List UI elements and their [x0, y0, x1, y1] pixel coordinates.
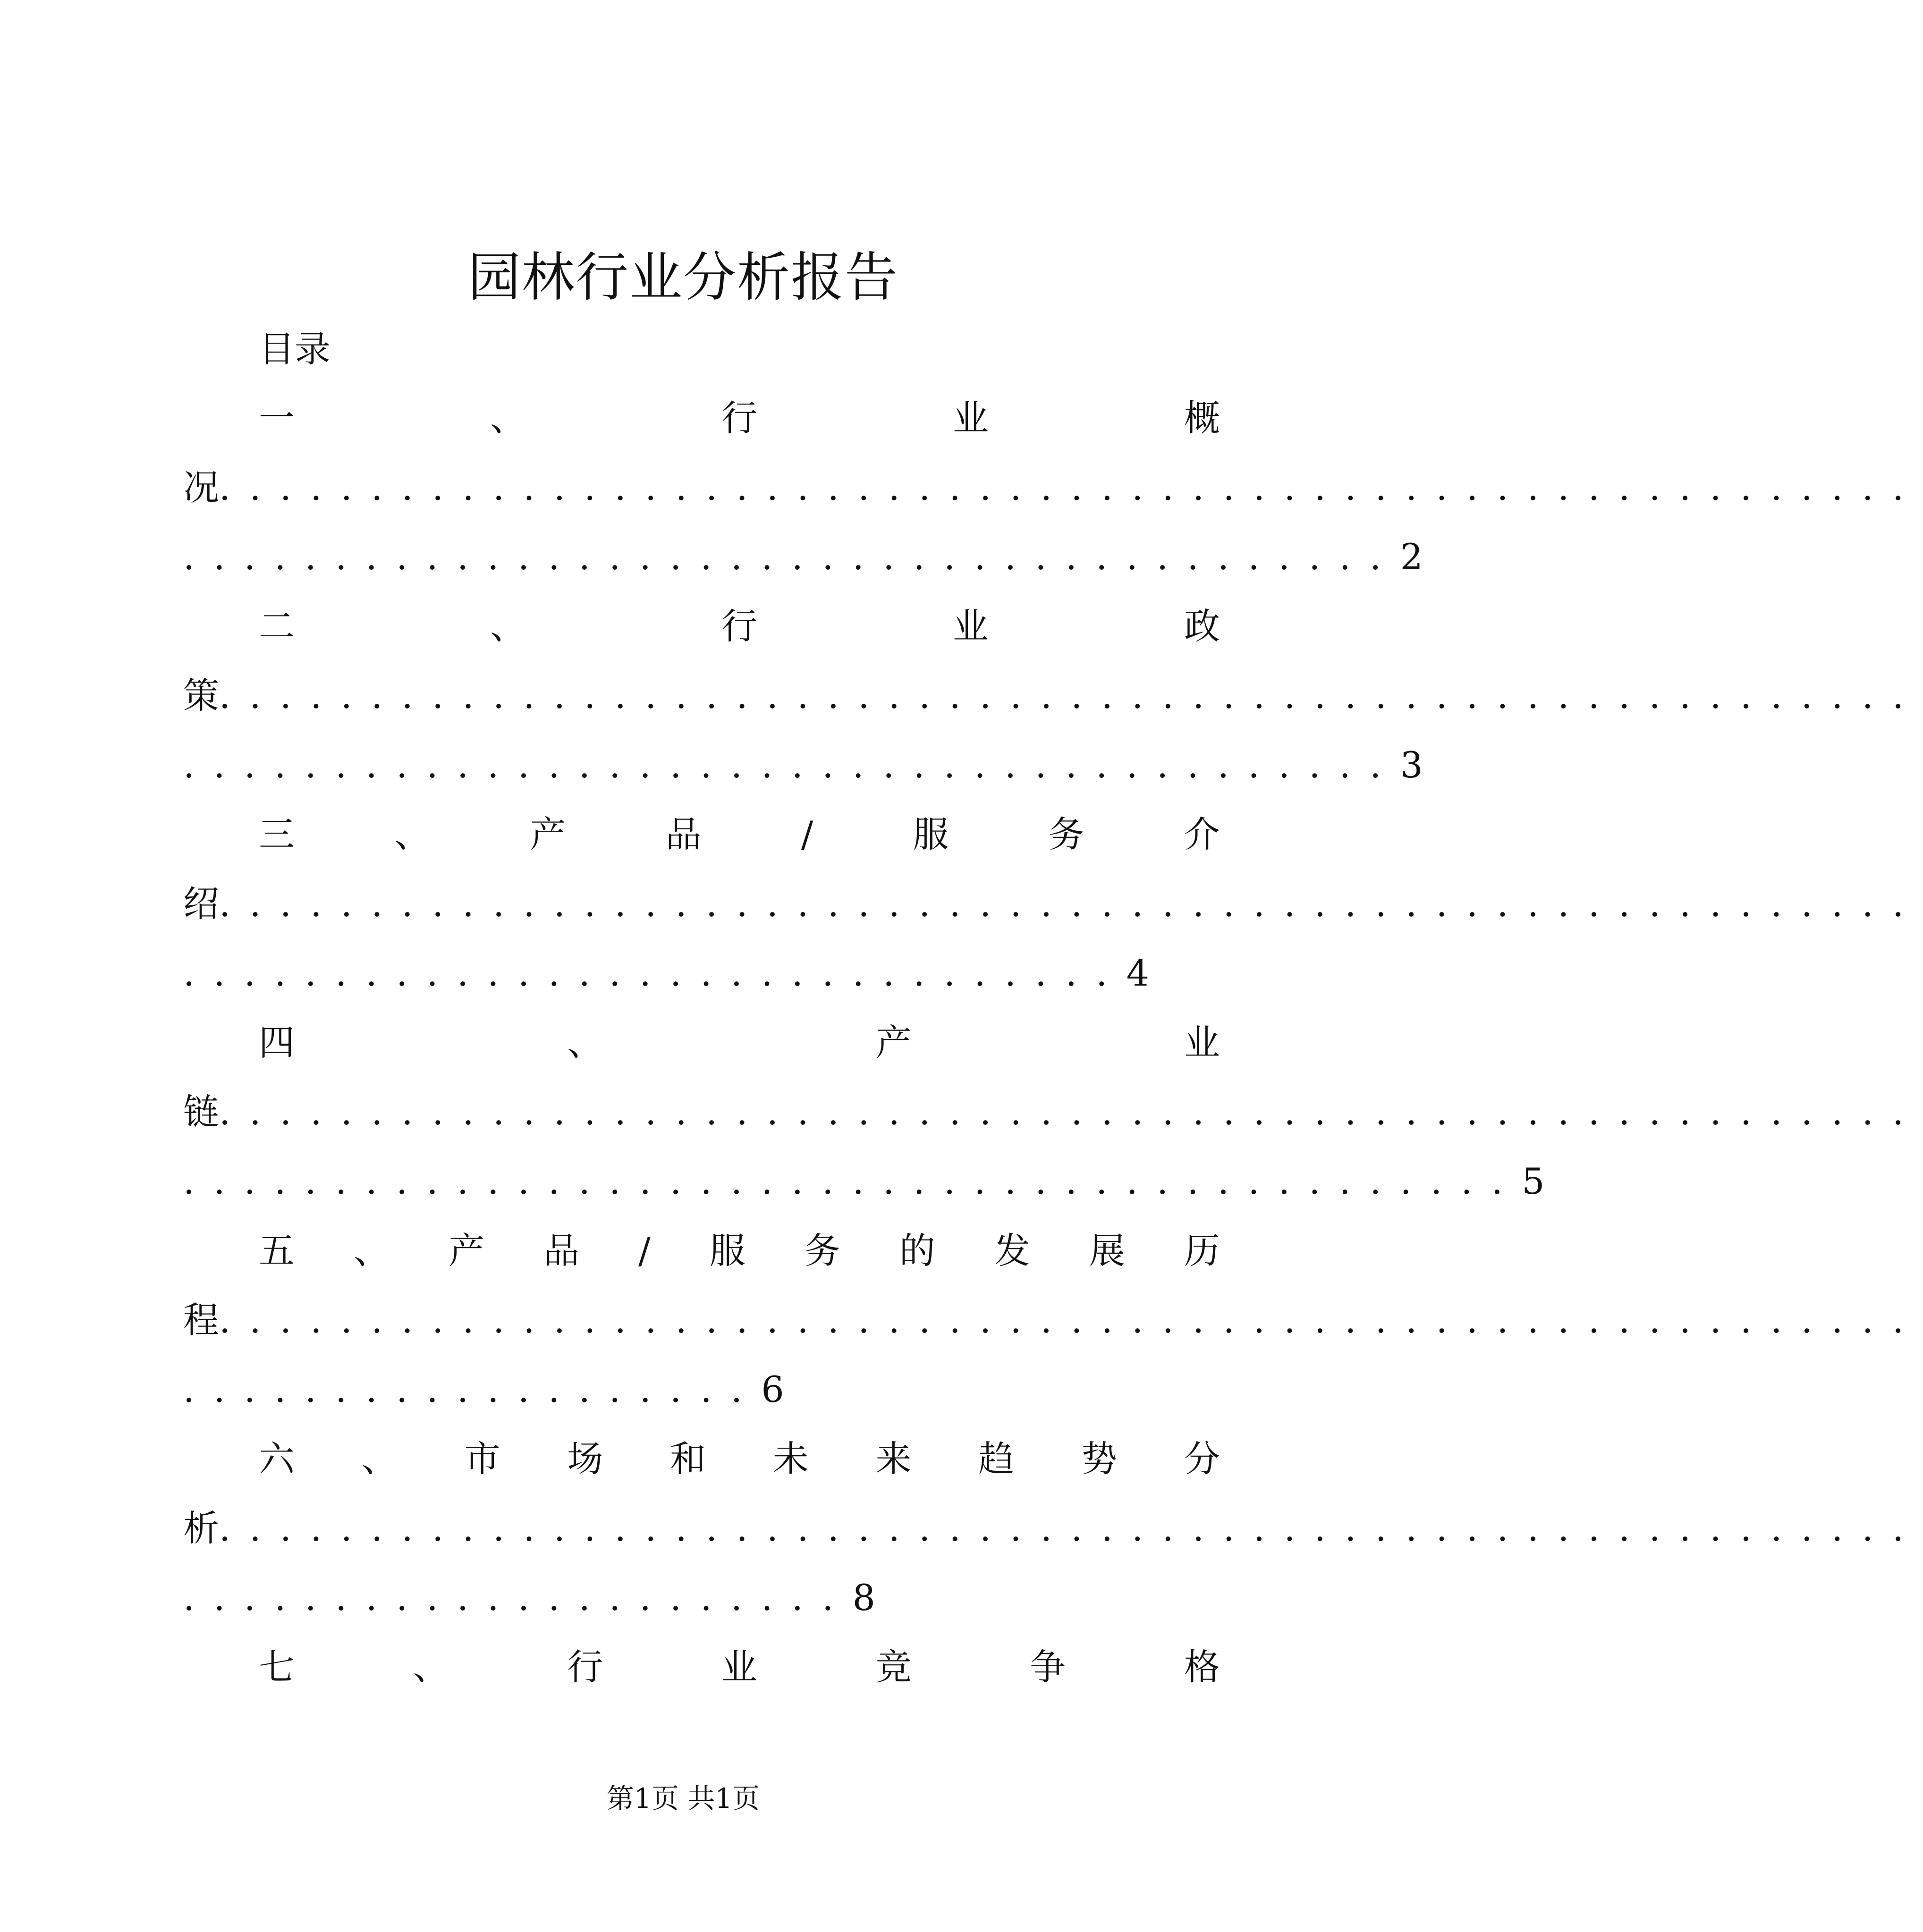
dot-leader: ........................................................: [219, 883, 1923, 925]
toc-entry: [183, 1227, 1923, 1435]
toc-page-number: 4: [1126, 952, 1149, 994]
toc-entry-char: /: [638, 1230, 651, 1272]
toc-entry-char: 七: [259, 1646, 295, 1688]
toc-entry-last-char: 绍: [183, 883, 219, 925]
toc-entry-char: 业: [721, 1646, 757, 1688]
toc-entry-char: 展: [1089, 1230, 1125, 1272]
toc-entry-title: [183, 1227, 1220, 1297]
toc-entry: [183, 603, 1923, 811]
toc-entry-char: 介: [1184, 813, 1220, 855]
toc-entry-char: 行: [721, 397, 757, 439]
toc-entry-char: 、: [413, 1646, 449, 1688]
document-title: 园林行业分析报告: [468, 247, 898, 308]
toc-entry-char: 业: [953, 397, 989, 439]
toc-entry: [183, 395, 1923, 603]
toc-page-line: [183, 1366, 1220, 1435]
toc-entry-char: 发: [994, 1230, 1030, 1272]
toc-entry-char: /: [801, 813, 813, 855]
toc-entry-title: [183, 1435, 1220, 1505]
toc-heading: 目录: [259, 328, 330, 370]
dot-leader: ........................................................: [219, 1507, 1923, 1549]
toc-entry-char: 行: [721, 605, 757, 647]
toc-leader-line: [183, 464, 1923, 533]
toc-leader-line: [183, 1505, 1923, 1574]
toc-page-number: 3: [1400, 744, 1423, 786]
toc-entry-char: 分: [1184, 1438, 1220, 1480]
toc-leader-line: [183, 1088, 1923, 1158]
toc-entry-char: 服: [709, 1230, 745, 1272]
toc-entry-last-char: 程: [183, 1299, 219, 1341]
toc-entry-char: 品: [665, 813, 702, 855]
dot-leader: ...................: [183, 1368, 762, 1410]
toc-entry-char: 产: [530, 813, 566, 855]
toc-entry-char: 市: [464, 1438, 500, 1480]
toc-entry: [183, 811, 1923, 1019]
toc-entry: [183, 1019, 1923, 1227]
toc-entry-char: 六: [259, 1438, 295, 1480]
toc-page-line: [183, 1574, 1220, 1644]
toc-entry-char: 、: [394, 813, 431, 855]
toc-page-number: 8: [852, 1577, 875, 1619]
toc-page-line: [183, 533, 1423, 603]
toc-entry-title: [183, 603, 1220, 672]
toc-entry-char: 未: [772, 1438, 809, 1480]
toc-entry-title: [183, 1644, 1220, 1713]
toc-page-line: [183, 950, 1220, 1019]
dot-leader: ...............................: [183, 952, 1127, 994]
toc-entry-char: 、: [354, 1230, 390, 1272]
toc-entry-title: [183, 811, 1220, 880]
toc-entry-char: 产: [875, 1021, 912, 1063]
toc-entry-char: 政: [1184, 605, 1220, 647]
toc-entry-char: 产: [449, 1230, 485, 1272]
toc-entry-char: 、: [490, 397, 526, 439]
table-of-contents: [183, 395, 1923, 1713]
toc-page-number: 6: [761, 1368, 784, 1410]
toc-entry-char: 三: [259, 813, 295, 855]
toc-entry-char: 来: [875, 1438, 912, 1480]
dot-leader: ............................................: [183, 1160, 1522, 1202]
toc-entry-char: 的: [899, 1230, 935, 1272]
toc-entry-char: 历: [1184, 1230, 1220, 1272]
toc-page-number: 5: [1522, 1160, 1545, 1202]
toc-entry-char: 务: [1048, 813, 1084, 855]
toc-entry-char: 行: [567, 1646, 603, 1688]
toc-entry-last-char: 析: [183, 1507, 219, 1549]
dot-leader: ........................................................: [219, 1091, 1923, 1133]
toc-entry: [183, 1435, 1923, 1644]
toc-entry-char: 格: [1184, 1646, 1220, 1688]
toc-entry-char: 四: [259, 1021, 295, 1063]
toc-leader-line: [183, 1297, 1923, 1366]
toc-entry-last-char: 链: [183, 1091, 219, 1133]
toc-entry-char: 五: [259, 1230, 295, 1272]
toc-entry-char: 一: [259, 397, 295, 439]
toc-page-line: [183, 742, 1423, 811]
toc-entry-char: 品: [543, 1230, 580, 1272]
toc-entry-char: 竞: [875, 1646, 912, 1688]
dot-leader: ........................................................: [219, 675, 1923, 717]
toc-entry-char: 和: [670, 1438, 706, 1480]
toc-entry-last-char: 策: [183, 675, 219, 717]
toc-entry-char: 概: [1184, 397, 1220, 439]
toc-entry-char: 业: [953, 605, 989, 647]
dot-leader: ........................................: [183, 744, 1400, 786]
dot-leader: ........................................................: [219, 1299, 1923, 1341]
toc-entry-char: 服: [913, 813, 949, 855]
dot-leader: ........................................................: [219, 466, 1923, 508]
toc-entry: [183, 1644, 1220, 1713]
toc-entry-title: [183, 1019, 1220, 1088]
toc-entry-char: 争: [1030, 1646, 1066, 1688]
toc-entry-char: 务: [804, 1230, 840, 1272]
toc-entry-char: 业: [1184, 1021, 1220, 1063]
toc-leader-line: [183, 672, 1923, 742]
toc-entry-char: 、: [567, 1021, 603, 1063]
toc-entry-last-char: 况: [183, 466, 219, 508]
dot-leader: ........................................: [183, 536, 1400, 578]
toc-entry-char: 二: [259, 605, 295, 647]
toc-entry-char: 趋: [978, 1438, 1015, 1480]
toc-entry-char: 、: [361, 1438, 398, 1480]
dot-leader: ......................: [183, 1577, 853, 1619]
toc-page-number: 2: [1400, 536, 1423, 578]
toc-entry-char: 场: [567, 1438, 603, 1480]
toc-leader-line: [183, 880, 1923, 950]
toc-page-line: [183, 1158, 1545, 1227]
toc-entry-title: [183, 395, 1220, 464]
toc-entry-char: 势: [1081, 1438, 1118, 1480]
page-footer: 第1页 共1页: [606, 1782, 760, 1814]
toc-entry-char: 、: [490, 605, 526, 647]
